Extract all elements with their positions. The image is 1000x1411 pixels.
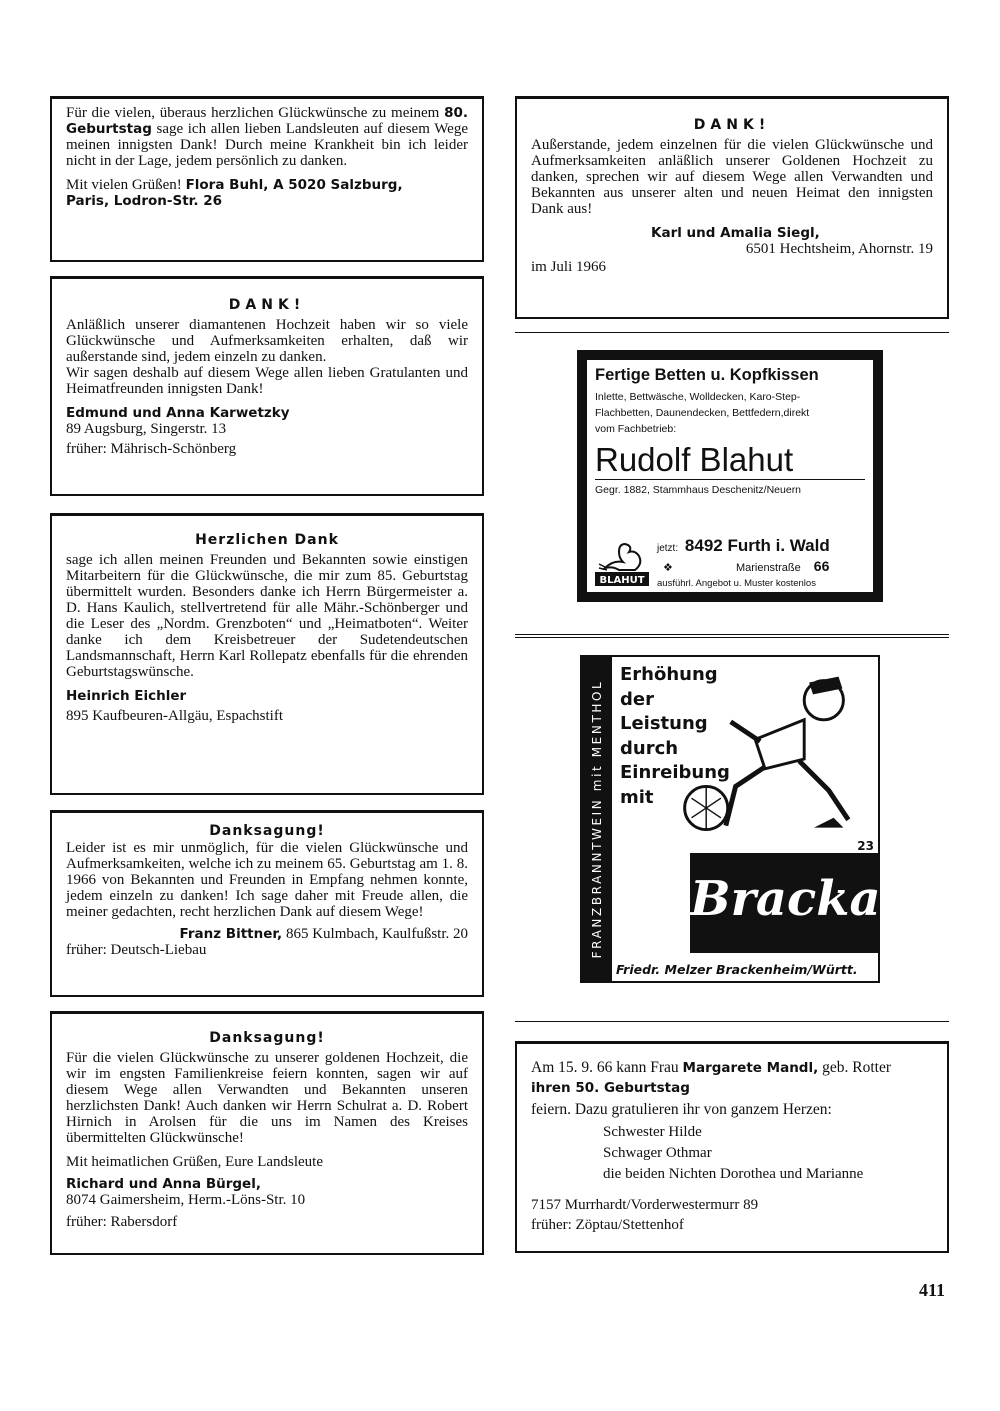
siegl-title: DANK! — [693, 117, 771, 133]
mandl-text3: feiern. Dazu gratulieren ihr von ganzem Herzen: — [531, 1101, 832, 1118]
mandl-g2: Schwager Othmar — [603, 1145, 712, 1161]
separator-2 — [515, 634, 949, 635]
blahut-line3: vom Fachbetrieb: — [595, 423, 677, 435]
mandl-g1: Schwester Hilde — [603, 1124, 702, 1140]
eichler-address: 895 Kaufbeuren-Allgäu, Espachstift — [66, 708, 284, 724]
notice-siegl — [515, 96, 949, 319]
flora-sig2: Paris, Lodron-Str. 26 — [66, 193, 223, 209]
mandl-address: 7157 Murrhardt/Vorderwestermurr 89 — [531, 1197, 759, 1213]
bittner-title: Danksagung! — [209, 823, 325, 839]
mandl-occasion: ihren 50. Geburtstag — [531, 1080, 690, 1096]
mandl-text1: Am 15. 9. 66 kann Frau — [531, 1059, 679, 1076]
brackal-logo: Brackal — [690, 871, 899, 927]
notice-flora-buhl — [50, 96, 484, 262]
football-player-icon — [652, 661, 878, 857]
blahut-city: 8492 Furth i. Wald — [684, 536, 830, 555]
brackal-jersey: 23 — [857, 839, 874, 853]
mandl-name: Margarete Mandl, — [682, 1060, 819, 1076]
flora-text2: sage ich allen lieben Landsleuten auf diesem Wege meinen innigsten Dank! Durch meine Krankheit bin ich leider nicht in der Lage, jedem persönlich zu danken. — [66, 121, 468, 169]
karwetzky-text1: Anläßlich unserer diamantenen Hochzeit haben wir so viele Glückwünsche und Aufmerksamkeiten erhalten, daß wir außerstande sind, jedem einzeln zu danken. — [66, 317, 468, 365]
notice-buergel — [50, 1011, 484, 1255]
blahut-line1: Inlette, Bettwäsche, Wolldecken, Karo-Step- — [595, 391, 801, 403]
siegl-name: Karl und Amalia Siegl, — [651, 225, 820, 241]
karwetzky-text2: Wir sagen deshalb auf diesem Wege allen lieben Gratulanten und Heimatfreunden innigsten Dank! — [66, 365, 468, 397]
buergel-address: 8074 Gaimersheim, Herm.-Löns-Str. 10 — [66, 1192, 306, 1208]
blahut-number: 66 — [813, 558, 830, 574]
brackal-h4: durch — [620, 737, 679, 759]
bittner-address: 865 Kulmbach, Kaulfußstr. 20 — [285, 926, 468, 942]
blahut-pin-icon: ❖ — [663, 562, 673, 574]
flora-bold: 80. Geburtstag — [66, 105, 469, 137]
eichler-text: sage ich allen meinen Freunden und Bekannten sowie einstigen Mitarbeitern für die Glückwünsche, die mir zum 85. Geburtstag übermittelt wurden. Besonders danke ich Herrn Bürgermeister a. D. Hans Kaulich, stellvertretend für alle Mähr.-Schönberger und die Leser des „Nordm. Grenzboten“ und „Heimatboten“. Weiter danke ich dem Kreisbetreuer der Sudetendeutschen Landsmannschaft, Herrn Karl Rollepatz ebenfalls für die ehrenden Geburtstagswünsche. — [66, 552, 468, 680]
blahut-line2: Flachbetten, Daunendecken, Bettfedern,direkt — [595, 407, 810, 419]
flora-greet: Mit vielen Grüßen! — [66, 177, 182, 193]
buergel-title: Danksagung! — [209, 1030, 325, 1046]
bittner-name: Franz Bittner, — [179, 926, 283, 942]
brackal-h2: der — [620, 688, 654, 710]
separator-2b — [515, 637, 949, 638]
karwetzky-title: DANK! — [228, 297, 306, 313]
notice-bittner — [50, 810, 484, 997]
blahut-now: jetzt: — [657, 543, 679, 554]
siegl-text: Außerstande, jedem einzelnen für die vielen Glückwünsche und Aufmerksamkeiten anläßlich unserer Goldenen Hochzeit zu danken, sprechen wir auf diesem Wege allen Verwandten und Bekannten aus unserer alten und neuen Heimat den innigsten Dank aus! — [531, 137, 933, 217]
blahut-offer: ausführl. Angebot u. Muster kostenlos — [657, 578, 816, 589]
karwetzky-name: Edmund und Anna Karwetzky — [66, 405, 290, 421]
karwetzky-address: 89 Augsburg, Singerstr. 13 — [66, 421, 227, 437]
siegl-address: 6501 Hechtsheim, Ahornstr. 19 — [745, 241, 933, 257]
bittner-text: Leider ist es mir unmöglich, für die vielen Glückwünsche und Aufmerksamkeiten, welche ich zu meinem 65. Geburtstag am 1. 8. 1966 von Bekannten und Freunden in Empfang nehmen konnte, jedem einzeln zu danken! Ich sage daher mit Freude allen, die meiner gedachten, recht herzlichen Dank auf diesem Wege! — [66, 840, 468, 920]
blahut-logo-text: BLAHUT — [599, 575, 645, 586]
mandl-g3: die beiden Nichten Dorothea und Marianne — [603, 1166, 864, 1182]
notice-eichler — [50, 513, 484, 795]
separator-1 — [515, 332, 949, 333]
notice-mandl — [515, 1041, 949, 1253]
brackal-h6: mit — [620, 786, 654, 808]
brackal-foot: Friedr. Melzer Brackenheim/Württ. — [616, 962, 858, 977]
bittner-origin: früher: Deutsch-Liebau — [66, 942, 207, 958]
blahut-head: Fertige Betten u. Kopfkissen — [595, 366, 819, 384]
notice-karwetzky — [50, 276, 484, 496]
blahut-name: Rudolf Blahut — [595, 443, 865, 480]
swan-logo-icon — [595, 538, 649, 586]
mandl-text2: geb. Rotter — [822, 1059, 891, 1076]
blahut-since: Gegr. 1882, Stammhaus Deschenitz/Neuern — [595, 484, 802, 496]
flora-text: Für die vielen, überaus herzlichen Glückwünsche zu meinem — [66, 105, 440, 121]
page-number: 411 — [918, 1280, 945, 1300]
buergel-origin: früher: Rabersdorf — [66, 1214, 178, 1230]
buergel-text: Für die vielen Glückwünsche zu unserer goldenen Hochzeit, die wir im engsten Familienkreise feiern konnten, sagen wir auf diesem Wege allen Verwandten und Bekannten unseren herzlichsten Dank! Auch danken wir Herrn Schulrat a. D. Robert Hirnich in Arolsen für die uns im Namen des Kreises übermittelten Glückwünsche! — [66, 1050, 468, 1146]
separator-3 — [515, 1021, 949, 1022]
mandl-origin: früher: Zöptau/Stettenhof — [531, 1217, 684, 1233]
brackal-h5: Einreibung — [620, 762, 730, 783]
buergel-greet: Mit heimatlichen Grüßen, Eure Landsleute — [66, 1154, 323, 1170]
flora-sig1: Flora Buhl, A 5020 Salzburg, — [185, 177, 403, 193]
brackal-h3: Leistung — [620, 713, 708, 734]
siegl-date: im Juli 1966 — [531, 259, 607, 275]
blahut-street: Marienstraße — [735, 562, 801, 574]
eichler-name: Heinrich Eichler — [66, 688, 187, 704]
brackal-h1: Erhöhung — [620, 664, 718, 685]
brackal-side: FRANZBRANNTWEIN mit MENTHOL — [590, 679, 604, 959]
eichler-title: Herzlichen Dank — [195, 532, 339, 548]
buergel-name: Richard und Anna Bürgel, — [66, 1176, 261, 1192]
karwetzky-origin: früher: Mährisch-Schönberg — [66, 441, 237, 457]
ad-blahut — [577, 350, 883, 602]
ad-brackal — [580, 655, 899, 983]
